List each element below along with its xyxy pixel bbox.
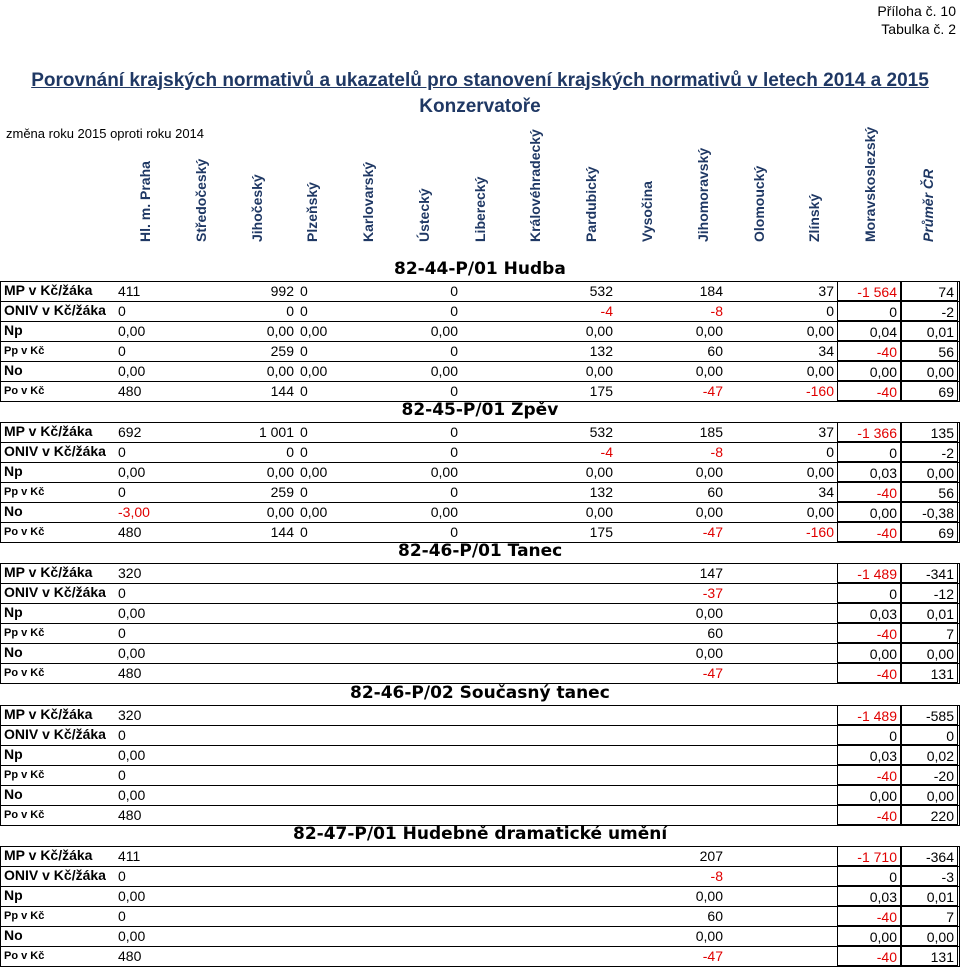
table-row (0, 341, 960, 361)
table-cell: 56 (901, 482, 958, 502)
table-cell: 0 (450, 303, 458, 319)
row-label: Pp v Kč (4, 486, 45, 498)
table-cell: 37 (818, 283, 834, 299)
table-row (0, 603, 960, 623)
table-cell: 0 (450, 424, 458, 440)
table-cell: 56 (901, 341, 958, 361)
table-cell: 0,04 (837, 321, 901, 341)
row-label: Np (4, 604, 23, 620)
table-cell: 0,00 (430, 363, 458, 379)
table-cell: 0 (901, 725, 958, 745)
row-label: Po v Kč (4, 809, 45, 821)
table-row (0, 301, 960, 321)
table-cell: 0 (118, 444, 126, 460)
column-header (520, 129, 550, 258)
column-header-label: Královéhradecký (527, 129, 543, 242)
table-row (0, 725, 960, 745)
table-cell: 60 (707, 908, 723, 924)
table-cell: 0,00 (806, 323, 834, 339)
table-cell: 0,03 (837, 603, 901, 623)
table-border (0, 422, 1, 542)
table-cell: 60 (707, 484, 723, 500)
table-cell: 0 (118, 908, 126, 924)
row-label: ONIV v Kč/žáka (4, 867, 106, 883)
column-header (465, 148, 495, 258)
table-cell: 0 (300, 343, 308, 359)
table-cell: 0,00 (901, 643, 958, 663)
column-header-label: Olomoucký (751, 165, 767, 242)
column-header (297, 148, 327, 258)
table-cell: -20 (901, 765, 958, 785)
table-cell: 0,00 (837, 785, 901, 805)
row-label: No (4, 644, 23, 660)
table-cell: 144 (270, 524, 294, 540)
table-cell: 480 (118, 383, 142, 399)
table-row (0, 422, 960, 442)
row-label: Np (4, 746, 23, 762)
column-header (855, 126, 885, 258)
table-cell: 0,00 (695, 504, 723, 520)
table-cell: 1 001 (258, 424, 294, 440)
row-label: Po v Kč (4, 950, 45, 962)
table-cell: 0,01 (901, 886, 958, 906)
table-cell: 0,01 (901, 603, 958, 623)
column-header (130, 148, 160, 258)
table-cell: -3,00 (118, 504, 150, 520)
table-cell: 0,00 (118, 323, 146, 339)
table-cell: 0,00 (585, 363, 613, 379)
table-cell: 0,00 (695, 888, 723, 904)
table-cell: 0 (837, 866, 901, 886)
row-label: Pp v Kč (4, 627, 45, 639)
table-cell: -1 564 (837, 281, 901, 301)
table-cell: 480 (118, 665, 142, 681)
table-row (0, 866, 960, 886)
table-cell: 0,00 (901, 785, 958, 805)
table-cell: 207 (699, 848, 723, 864)
table-row (0, 926, 960, 946)
table-cell: 0,00 (695, 605, 723, 621)
table-cell: 532 (589, 283, 613, 299)
table-cell: 175 (589, 383, 613, 399)
table-row (0, 563, 960, 583)
table-cell: 0,00 (118, 928, 146, 944)
table-cell: 259 (270, 343, 294, 359)
table-number: Tabulka č. 2 (881, 21, 956, 37)
table-cell: -40 (837, 341, 901, 361)
table-cell: 0 (118, 727, 126, 743)
table-cell: 0,00 (300, 323, 328, 339)
column-header-label: Plzeňský (304, 182, 320, 242)
column-header-label: Liberecký (472, 176, 488, 242)
table-cell: 0,00 (695, 323, 723, 339)
avg-column-border (901, 846, 902, 966)
table-cell: -40 (837, 805, 901, 825)
table-cell: 132 (589, 343, 613, 359)
table-border (0, 281, 1, 401)
table-cell: 0,00 (266, 464, 294, 480)
change-note: změna roku 2015 oproti roku 2014 (6, 126, 205, 141)
column-header-label: Vysočina (639, 181, 655, 242)
table-cell: 320 (118, 707, 142, 723)
table-cell: 0 (826, 303, 834, 319)
table-cell: 175 (589, 524, 613, 540)
table-cell: 0,00 (806, 504, 834, 520)
table-cell: 0 (286, 444, 294, 460)
row-label: Np (4, 463, 23, 479)
column-header-label: Zlínský (806, 193, 822, 242)
table-cell: -40 (837, 381, 901, 401)
row-label: Pp v Kč (4, 910, 45, 922)
column-header-label: Průměr ČR (920, 168, 936, 242)
row-label: MP v Kč/žáka (4, 706, 93, 722)
table-cell: 532 (589, 424, 613, 440)
table-row (0, 482, 960, 502)
table-cell: 411 (118, 848, 141, 864)
table-cell: 411 (118, 283, 141, 299)
row-label: No (4, 786, 23, 802)
table-cell: 0,00 (266, 363, 294, 379)
table-row (0, 705, 960, 725)
table-cell: 320 (118, 565, 142, 581)
avg-column-border (901, 422, 902, 542)
table-cell: 0,00 (118, 787, 146, 803)
row-label: Po v Kč (4, 385, 45, 397)
column-header (632, 148, 662, 258)
row-label: Po v Kč (4, 526, 45, 538)
table-cell: 0,00 (118, 888, 146, 904)
table-cell: 0 (300, 524, 308, 540)
table-cell: 0,03 (837, 745, 901, 765)
table-cell: 0 (450, 383, 458, 399)
table-cell: -8 (710, 868, 723, 884)
table-cell: 0,00 (266, 323, 294, 339)
program-title: 82-47-P/01 Hudebně dramatické umění (293, 824, 668, 844)
table-cell: -2 (901, 301, 958, 321)
table-row (0, 846, 960, 866)
table-cell: 259 (270, 484, 294, 500)
row-label: Pp v Kč (4, 769, 45, 781)
table-cell: -1 489 (837, 705, 901, 725)
table-cell: 480 (118, 807, 142, 823)
table-cell: 480 (118, 948, 142, 964)
table-cell: 992 (270, 283, 294, 299)
table-cell: -47 (702, 948, 723, 964)
table-cell: 0 (300, 444, 308, 460)
table-cell: 184 (699, 283, 723, 299)
table-cell: 0,00 (837, 502, 901, 522)
column-header (242, 148, 272, 258)
table-cell: 0,00 (901, 361, 958, 381)
table-row (0, 583, 960, 603)
table-row (0, 381, 960, 401)
table-cell: 0,00 (430, 323, 458, 339)
column-header (688, 148, 718, 258)
row-label: ONIV v Kč/žáka (4, 584, 106, 600)
table-cell: 131 (901, 946, 958, 966)
table-cell: -8 (710, 303, 723, 319)
table-cell: -40 (837, 946, 901, 966)
table-cell: -40 (837, 906, 901, 926)
table-cell: 0,00 (118, 645, 146, 661)
table-cell: 0,00 (695, 464, 723, 480)
column-header-label: Moravskoslezský (862, 126, 878, 242)
table-cell: -2 (901, 442, 958, 462)
table-cell: 0 (118, 484, 126, 500)
column-header (799, 148, 829, 258)
table-cell: -364 (901, 846, 958, 866)
table-cell: -37 (702, 585, 723, 601)
table-cell: -341 (901, 563, 958, 583)
page-title: Porovnání krajských normativů a ukazatelů pro stanovení krajských normativů v letech 2014 a 2015 (31, 70, 929, 91)
table-cell: 0,00 (266, 504, 294, 520)
table-cell: 220 (901, 805, 958, 825)
table-cell: 0,00 (585, 504, 613, 520)
table-cell: -40 (837, 482, 901, 502)
table-cell: -0,38 (901, 502, 958, 522)
table-cell: -160 (805, 524, 834, 540)
table-cell: 0 (118, 625, 126, 641)
table-cell: 135 (901, 422, 958, 442)
row-label: Pp v Kč (4, 345, 45, 357)
row-label: Po v Kč (4, 667, 45, 679)
table-cell: 0,03 (837, 462, 901, 482)
table-cell: 0,00 (300, 464, 328, 480)
table-cell: -40 (837, 522, 901, 542)
table-cell: 0,00 (430, 504, 458, 520)
table-cell: 0 (450, 484, 458, 500)
row-label: ONIV v Kč/žáka (4, 726, 106, 742)
table-cell: 34 (818, 343, 834, 359)
table-cell: 185 (699, 424, 723, 440)
table-cell: 0,00 (300, 504, 328, 520)
table-border (0, 846, 1, 966)
column-header (186, 148, 216, 258)
table-border (0, 563, 1, 683)
table-cell: 7 (901, 623, 958, 643)
column-header-label: Karlovarský (360, 161, 376, 242)
table-cell: 0,00 (695, 928, 723, 944)
table-cell: 0 (450, 524, 458, 540)
table-cell: 0,00 (837, 926, 901, 946)
column-header-label: Jihomoravský (695, 147, 711, 242)
table-cell: 0,00 (118, 464, 146, 480)
table-cell: 144 (270, 383, 294, 399)
avg-column-border (901, 563, 902, 683)
column-header-label: Středočeský (193, 158, 209, 242)
table-cell: -4 (600, 444, 613, 460)
program-title: 82-45-P/01 Zpěv (401, 400, 559, 420)
table-cell: 0 (837, 583, 901, 603)
table-cell: 0,00 (585, 323, 613, 339)
table-cell: 0,00 (118, 747, 146, 763)
column-header (576, 148, 606, 258)
table-cell: 34 (818, 484, 834, 500)
table-cell: 0 (837, 301, 901, 321)
row-label: No (4, 503, 23, 519)
table-cell: 0,00 (430, 464, 458, 480)
table-cell: 0 (118, 585, 126, 601)
table-cell: 0,00 (695, 363, 723, 379)
table-cell: 0,00 (118, 605, 146, 621)
table-cell: -40 (837, 623, 901, 643)
table-row (0, 745, 960, 765)
row-label: MP v Kč/žáka (4, 282, 93, 298)
table-cell: -160 (805, 383, 834, 399)
table-cell: -1 710 (837, 846, 901, 866)
avg-column-border (901, 281, 902, 401)
table-cell: 0 (300, 303, 308, 319)
row-label: MP v Kč/žáka (4, 564, 93, 580)
table-cell: 69 (901, 381, 958, 401)
table-cell: -47 (702, 524, 723, 540)
table-cell: 0,02 (901, 745, 958, 765)
column-header (353, 148, 383, 258)
table-cell: 0 (286, 303, 294, 319)
column-header (409, 148, 439, 258)
row-label: No (4, 362, 23, 378)
table-row (0, 906, 960, 926)
table-cell: -12 (901, 583, 958, 603)
table-cell: 0,00 (806, 363, 834, 379)
table-cell: 0 (450, 283, 458, 299)
table-cell: 60 (707, 625, 723, 641)
table-cell: -3 (901, 866, 958, 886)
table-row (0, 886, 960, 906)
table-row (0, 946, 960, 966)
table-cell: 7 (901, 906, 958, 926)
row-label: ONIV v Kč/žáka (4, 443, 106, 459)
table-row (0, 663, 960, 683)
table-cell: -40 (837, 663, 901, 683)
table-cell: 132 (589, 484, 613, 500)
row-label: Np (4, 887, 23, 903)
table-cell: 74 (901, 281, 958, 301)
table-cell: 0,01 (901, 321, 958, 341)
table-row (0, 785, 960, 805)
table-row (0, 643, 960, 663)
table-cell: 0,00 (695, 645, 723, 661)
table-cell: 0 (300, 283, 308, 299)
table-cell: -8 (710, 444, 723, 460)
table-cell: 692 (118, 424, 142, 440)
page-subtitle: Konzervatoře (419, 96, 541, 117)
table-cell: 0,00 (901, 462, 958, 482)
table-cell: 147 (699, 565, 723, 581)
table-cell: -40 (837, 765, 901, 785)
table-cell: -47 (702, 383, 723, 399)
table-cell: 480 (118, 524, 142, 540)
table-cell: 0 (450, 444, 458, 460)
column-header-label: Ústecký (416, 188, 432, 242)
table-cell: 0,00 (837, 361, 901, 381)
column-header-label: Pardubický (583, 166, 599, 242)
table-row (0, 502, 960, 522)
table-cell: 0,00 (300, 363, 328, 379)
table-cell: 0 (300, 424, 308, 440)
table-cell: -585 (901, 705, 958, 725)
table-row (0, 462, 960, 482)
column-header (913, 148, 943, 258)
column-header (744, 148, 774, 258)
table-cell: 0 (118, 303, 126, 319)
table-cell: -47 (702, 665, 723, 681)
table-row (0, 522, 960, 542)
table-row (0, 765, 960, 785)
table-cell: 0 (300, 383, 308, 399)
column-header-label: Jihočeský (249, 174, 265, 242)
row-label: Np (4, 322, 23, 338)
table-cell: -1 489 (837, 563, 901, 583)
table-row (0, 442, 960, 462)
table-cell: 0,00 (901, 926, 958, 946)
table-cell: 0 (450, 343, 458, 359)
attachment-number: Příloha č. 10 (877, 3, 956, 19)
table-row (0, 623, 960, 643)
table-cell: 0 (300, 484, 308, 500)
table-cell: 0 (826, 444, 834, 460)
table-cell: 0,00 (585, 464, 613, 480)
column-header-label: Hl. m. Praha (137, 161, 153, 242)
program-title: 82-46-P/01 Tanec (398, 541, 563, 561)
table-row (0, 281, 960, 301)
table-cell: -4 (600, 303, 613, 319)
table-cell: 0 (118, 868, 126, 884)
row-label: MP v Kč/žáka (4, 847, 93, 863)
avg-column-border (901, 705, 902, 825)
table-cell: 0,00 (837, 643, 901, 663)
table-cell: 69 (901, 522, 958, 542)
row-label: MP v Kč/žáka (4, 423, 93, 439)
table-cell: 0 (118, 767, 126, 783)
table-cell: 0 (837, 442, 901, 462)
table-row (0, 321, 960, 341)
table-cell: 0 (837, 725, 901, 745)
table-border (0, 705, 1, 825)
program-title: 82-44-P/01 Hudba (394, 259, 566, 279)
table-cell: 0,00 (118, 363, 146, 379)
program-title: 82-46-P/02 Současný tanec (350, 683, 610, 703)
table-cell: 131 (901, 663, 958, 683)
table-cell: 37 (818, 424, 834, 440)
table-row (0, 361, 960, 381)
table-cell: 0,00 (806, 464, 834, 480)
table-cell: -1 366 (837, 422, 901, 442)
table-cell: 0 (118, 343, 126, 359)
table-row (0, 805, 960, 825)
row-label: ONIV v Kč/žáka (4, 302, 106, 318)
row-label: No (4, 927, 23, 943)
table-cell: 0,03 (837, 886, 901, 906)
table-cell: 60 (707, 343, 723, 359)
